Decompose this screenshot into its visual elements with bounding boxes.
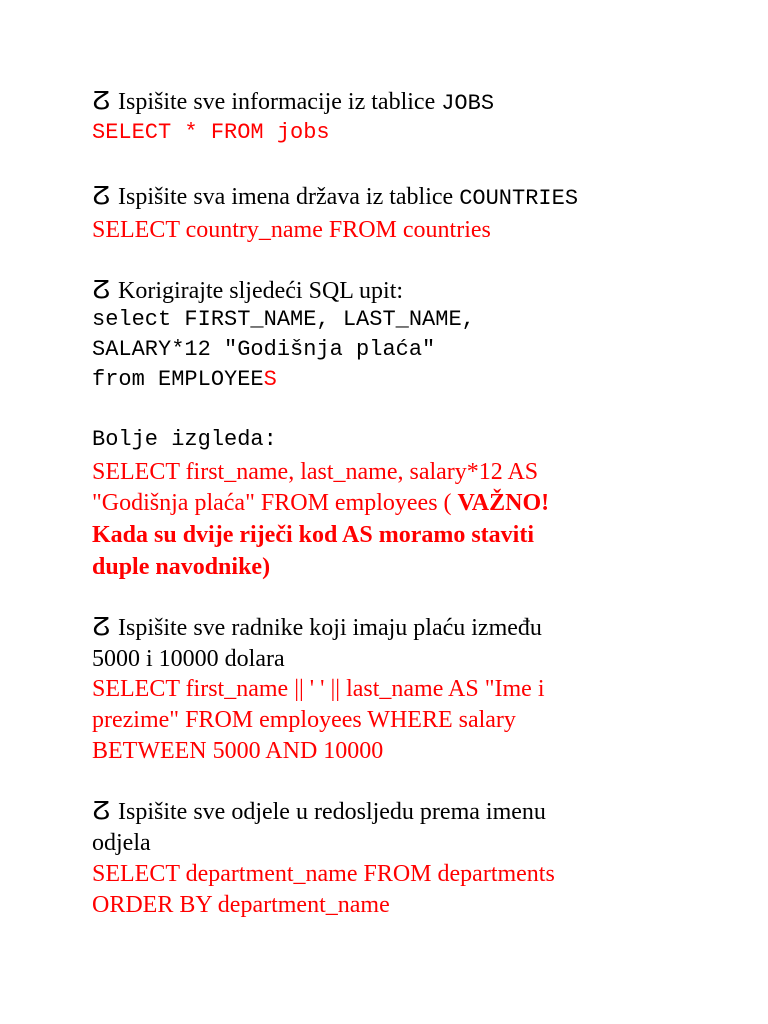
bullet-icon: ⵒ — [92, 184, 111, 210]
question-4 — [92, 616, 542, 640]
question-1 — [92, 90, 494, 115]
answer-2: SELECT country_name FROM countries — [92, 217, 491, 243]
better-label: Bolje izgleda: — [92, 427, 277, 452]
question-4-line-2: 5000 i 10000 dolara — [92, 646, 285, 672]
answer-4-line-3: BETWEEN 5000 AND 10000 — [92, 738, 384, 764]
question-2-text: Ispišite sva imena država iz tablice — [118, 184, 460, 210]
answer-1: SELECT * FROM jobs — [92, 120, 330, 145]
answer-5-line-2: ORDER BY department_name — [92, 892, 390, 918]
code-line-1: select FIRST_NAME, LAST_NAME, — [92, 307, 475, 332]
question-1-table: JOBS — [441, 91, 495, 116]
question-3 — [92, 279, 403, 303]
answer-4-line-2: prezime" FROM employees WHERE salary — [92, 707, 516, 733]
question-2 — [92, 185, 578, 210]
note-line-4: duple navodnike) — [92, 554, 271, 580]
question-2-table: COUNTRIES — [459, 186, 579, 211]
question-5 — [92, 800, 546, 824]
bullet-icon: ⵒ — [92, 615, 111, 641]
question-1-text: Ispišite sve informacije iz tablice — [118, 89, 442, 115]
bullet-icon: ⵒ — [92, 89, 111, 115]
question-5-line-2: odjela — [92, 830, 151, 856]
bullet-icon: ⵒ — [92, 799, 111, 825]
bullet-icon: ⵒ — [92, 278, 111, 304]
code-line-3-main: from EMPLOYEE — [92, 367, 264, 392]
note-important: VAŽNO! — [457, 490, 550, 516]
answer-3-line-2-text: "Godišnja plaća" FROM employees ( — [92, 490, 458, 516]
code-line-3-correction: S — [263, 367, 277, 392]
answer-3-line-2 — [92, 491, 549, 515]
answer-5-line-1: SELECT department_name FROM departments — [92, 861, 555, 887]
answer-4-line-1: SELECT first_name || ' ' || last_name AS "Ime i — [92, 676, 545, 702]
note-line-3: Kada su dvije riječi kod AS moramo staviti — [92, 522, 534, 548]
code-line-2: SALARY*12 "Godišnja plaća" — [92, 337, 436, 362]
question-3-text: Korigirajte sljedeći SQL upit: — [118, 278, 404, 304]
question-4-text: Ispišite sve radnike koji imaju plaću između — [118, 615, 542, 641]
answer-3-line-1: SELECT first_name, last_name, salary*12 AS — [92, 459, 539, 485]
question-5-text: Ispišite sve odjele u redosljedu prema imenu — [118, 799, 546, 825]
code-line-3 — [92, 369, 277, 391]
